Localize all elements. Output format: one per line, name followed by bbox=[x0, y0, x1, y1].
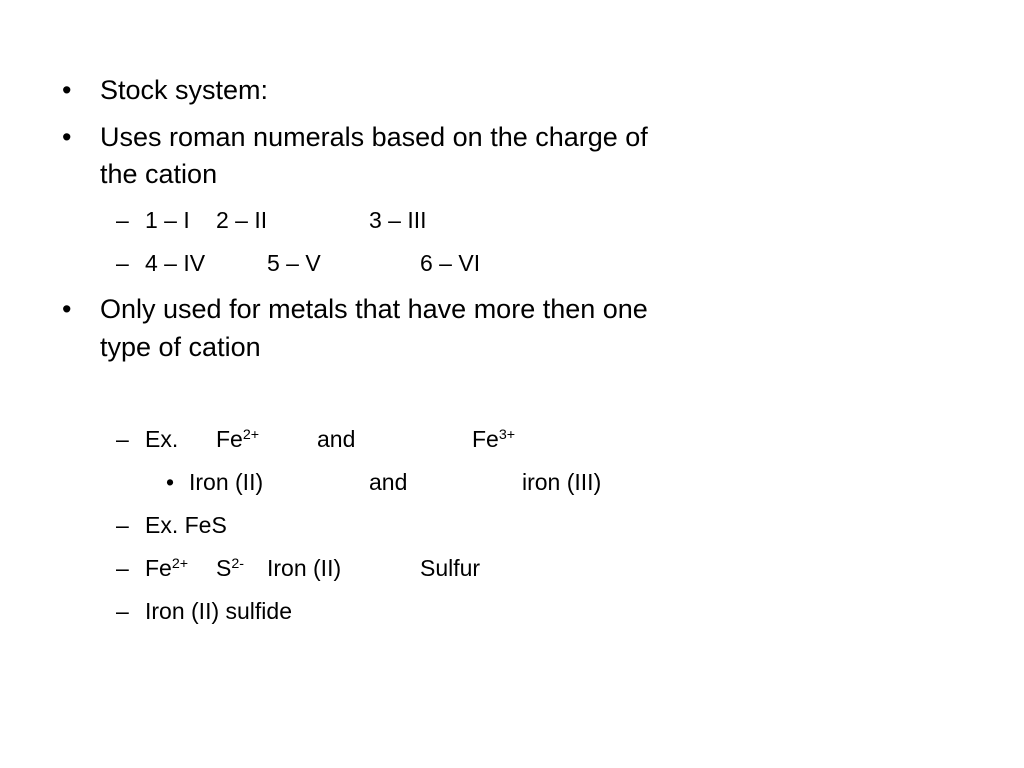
and-text: and bbox=[369, 469, 408, 495]
dash-marker: – bbox=[116, 555, 129, 581]
fe3-base: Fe bbox=[472, 426, 499, 452]
uses-roman-text-line2: the cation bbox=[100, 159, 218, 189]
s-ion bbox=[216, 553, 244, 583]
only-used-text-line1: Only used for metals that have more then one bbox=[100, 294, 648, 324]
iron-ii-name: Iron (II) bbox=[189, 469, 264, 495]
s-charge: 2- bbox=[231, 556, 245, 572]
dash-marker: – bbox=[116, 250, 129, 276]
fe-charge: 2+ bbox=[171, 556, 189, 572]
numeral-6: 6 – VI bbox=[420, 250, 481, 276]
fe2-ion bbox=[216, 424, 259, 454]
bullet-marker: • bbox=[62, 75, 72, 105]
small-bullet-marker: • bbox=[166, 469, 175, 495]
s-base: S bbox=[216, 555, 232, 581]
numeral-3: 3 – III bbox=[369, 207, 427, 233]
numeral-5: 5 – V bbox=[267, 250, 321, 276]
dash-marker: – bbox=[116, 207, 129, 233]
fe-ion bbox=[145, 553, 188, 583]
sulfur-text: Sulfur bbox=[420, 555, 481, 581]
fe2-charge: 2+ bbox=[242, 427, 260, 443]
ex-fes-text: Ex. FeS bbox=[145, 512, 227, 538]
ex-label: Ex. bbox=[145, 426, 179, 452]
uses-roman-text-line1: Uses roman numerals based on the charge of bbox=[100, 122, 648, 152]
dash-marker: – bbox=[116, 598, 129, 624]
stock-system-text: Stock system: bbox=[100, 75, 269, 105]
dash-marker: – bbox=[116, 512, 129, 538]
numeral-2: 2 – II bbox=[216, 207, 268, 233]
iron-ii-text: Iron (II) bbox=[267, 555, 342, 581]
iron-sulfide-text: Iron (II) sulfide bbox=[145, 598, 292, 624]
iron-iii-name: iron (III) bbox=[522, 469, 602, 495]
numeral-1: 1 – I bbox=[145, 207, 190, 233]
fe3-charge: 3+ bbox=[498, 427, 516, 443]
only-used-text-line2: type of cation bbox=[100, 332, 261, 362]
bullet-marker: • bbox=[62, 294, 72, 324]
dash-marker: – bbox=[116, 426, 129, 452]
and-text: and bbox=[317, 426, 356, 452]
fe2-base: Fe bbox=[216, 426, 243, 452]
numeral-4: 4 – IV bbox=[145, 250, 206, 276]
fe3-ion bbox=[472, 424, 515, 454]
fe-base: Fe bbox=[145, 555, 172, 581]
bullet-marker: • bbox=[62, 122, 72, 152]
